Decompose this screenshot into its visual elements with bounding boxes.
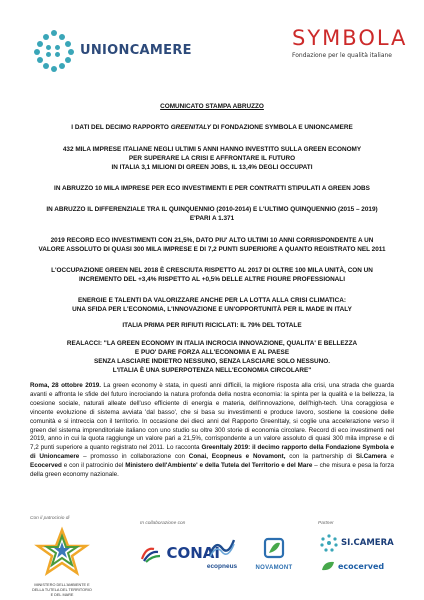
headline-line: ITALIA PRIMA PER RIFIUTI RICICLATI: IL 79% DEL TOTALE (122, 322, 302, 329)
headline-line: IN ITALIA 3,1 MILIONI DI GREEN JOBS, IL 13,4% DEGLI OCCUPATI (111, 164, 313, 171)
headline-differenziale (10, 205, 414, 223)
unioncamere-dots-icon (34, 30, 74, 70)
novamont-leaf-icon (261, 536, 287, 560)
headline-line: ENERGIE E TALENTI DA VALORIZZARE ANCHE PER LA LOTTA ALLA CRISI CLIMATICA: (78, 297, 346, 304)
headline-line: 432 MILA IMPRESE ITALIANE NEGLI ULTIMI 5 ANNI HANNO INVESTITO SULLA GREEN ECONOMY (62, 146, 362, 153)
comunicato-text: COMUNICATO STAMPA ABRUZZO (160, 103, 264, 110)
footer-logos (0, 516, 424, 600)
body-text-run: La green economy è stata, in questi anni difficili, la migliore risposta alla crisi, una strada che guarda avanti e affronta le sfide del futuro incrociando la natura profonda della nostra economia: la spinta per la qualità e la bellezza, la coesione sociale, naturali alleate dell'uso efficiente di energia e materia, dell'innovazione, dell'high-tech. Una coraggiosa e vincente evoluzione di sistema avviata 'dal basso', che si basa su investimenti e produce lavoro, sostiene la coesione delle comunità e si intreccia con il territorio. In occasione dei dieci anni del Rapporto GreenItaly, si coglie una accelerazione verso il green del sistema imprenditoriale italiano con uno studio su oltre 300 storie di economia circolare. Record di eco investimenti nel 2019, anno in cui la quota raggiunge un valore pari a 21,5%, corrispondente a un valore assoluto di quasi 300 mila imprese e di 7,2 punti superiore a quanto registrato nel 2011. Lo racconta (30, 382, 394, 452)
body-bold-run: Ministero dell'Ambiente' e della Tutela del Territorio e del Mare (125, 462, 313, 470)
body-text-run: – che misura e pesa la forza della green economy nazionale. (30, 462, 394, 479)
comunicato-title (10, 102, 414, 111)
unioncamere-logo (34, 30, 192, 70)
quote-line: SENZA LASCIARE INDIETRO NESSUNO, SENZA LASCIARE SOLO NESSUNO. (93, 358, 330, 365)
headline-occupazione (10, 266, 414, 284)
symbola-logo (292, 26, 408, 59)
body-text-run: e (386, 453, 394, 461)
body-bold-run: Ecocerved (30, 462, 62, 470)
sicamera-wordmark: SI.CAMERA (341, 538, 394, 548)
headline-line: VALORE ASSOLUTO DI QUASI 300 MILA IMPRESE E DI 7,2 PUNTI SUPERIORE A QUANTO REGISTRATO NEL 2011 (38, 246, 386, 253)
headline-record (10, 236, 414, 254)
quote-line: REALACCI: "LA GREEN ECONOMY IN ITALIA INCROCIA INNOVAZIONE, QUALITA' E BELLEZZA (66, 340, 358, 347)
headline-line: E'PARI A 1.371 (189, 215, 235, 222)
conai-wordmark: CONAI (166, 544, 220, 562)
ecopneus-wordmark: ecopneus (206, 563, 238, 570)
headline-rifiuti (10, 321, 414, 330)
body-bold-run: Conai, Ecopneus e Novamont, (188, 453, 286, 461)
ecocerved-logo (320, 560, 384, 572)
conai-swirl-icon (140, 545, 162, 563)
novamont-logo (248, 536, 300, 571)
unioncamere-wordmark: UNIONCAMERE (80, 42, 192, 58)
patrocinio-label: Con il patrocinio di (30, 516, 70, 521)
body-text-run: con la partnership di (285, 453, 356, 461)
headline-line: INCREMENTO DEL +3,4% RISPETTO AL +0,5% DELLE ALTRE FIGURE PROFESSIONALI (79, 276, 345, 283)
rapporto-heading (10, 123, 414, 132)
headline-energie (10, 296, 414, 314)
headline-line: IN ABRUZZO 10 MILA IMPRESE PER ECO INVESTIMENTI E PER CONTRATTI STIPULATI A GREEN JOBS (54, 185, 370, 192)
headline-line: IN ABRUZZO IL DIFFERENZIALE TRA IL QUINQUENNIO (2010-2014) E L'ULTIMO QUINQUENNIO (2015 – 2019) (46, 206, 378, 213)
symbola-tagline: Fondazione per le qualità italiane (292, 52, 392, 59)
headline-line: UNA SFIDA PER L'ECONOMIA, L'INNOVAZIONE E UN'OPPORTUNITÀ PER IL MADE IN ITALY (72, 306, 352, 313)
ecopneus-wave-icon (209, 536, 235, 558)
body-text-run: – promosso in collaborazione con (79, 453, 189, 461)
realacci-quote (10, 339, 414, 375)
ministero-text: MINISTERO DELL'AMBIENTE E DELLA TUTELA DEL TERRITORIO E DEL MARE (32, 583, 92, 597)
symbola-wordmark: SYMBOLA (292, 26, 408, 50)
headline-line: PER SUPERARE LA CRISI E AFFRONTARE IL FUTURO (128, 155, 296, 162)
collaborazione-label: In collaborazione con (140, 521, 186, 526)
ecopneus-logo (202, 536, 242, 570)
headline-line: L'OCCUPAZIONE GREEN NEL 2018 È CRESCIUTA RISPETTO AL 2017 DI OLTRE 100 MILA UNITÀ, CON UN (51, 267, 373, 274)
sicamera-logo (320, 534, 394, 552)
body-paragraph (30, 382, 394, 480)
quote-line: L'ITALIA È UNA SUPERPOTENZA NELL'ECONOMIA CIRCOLARE" (112, 367, 312, 374)
quote-line: E PUO' DARE FORZA ALL'ECONOMIA E AL PAESE (134, 349, 290, 356)
ministero-star-icon (32, 526, 92, 578)
body-bold-run: Si.Camera (355, 453, 387, 461)
headline-line: 2019 RECORD ECO INVESTIMENTI CON 21,5%, DATO PIU' ALTO ULTIMI 10 ANNI CORRISPONDENTE A UN (50, 237, 374, 244)
headline-investimenti (10, 145, 414, 172)
body-date: Roma, 28 ottobre 2019. (30, 382, 101, 389)
body-bold-run: GreenItaly 2019: il decimo rapporto della Fondazione Symbola e di Unioncamere (30, 444, 394, 461)
body-text-run: e con il patrocinio del (61, 462, 126, 470)
partner-label: Partner (318, 521, 334, 526)
headline-abruzzo-imprese (10, 184, 414, 193)
ministero-logo (32, 526, 92, 597)
rapporto-line: I DATI DEL DECIMO RAPPORTO GREENITALY DI FONDAZIONE SYMBOLA E UNIONCAMERE (71, 124, 353, 131)
ecocerved-wordmark: ecocerved (338, 561, 385, 571)
novamont-wordmark: NOVAMONT (255, 565, 293, 571)
ecocerved-leaf-icon (320, 560, 336, 572)
sicamera-dots-icon (320, 534, 338, 552)
